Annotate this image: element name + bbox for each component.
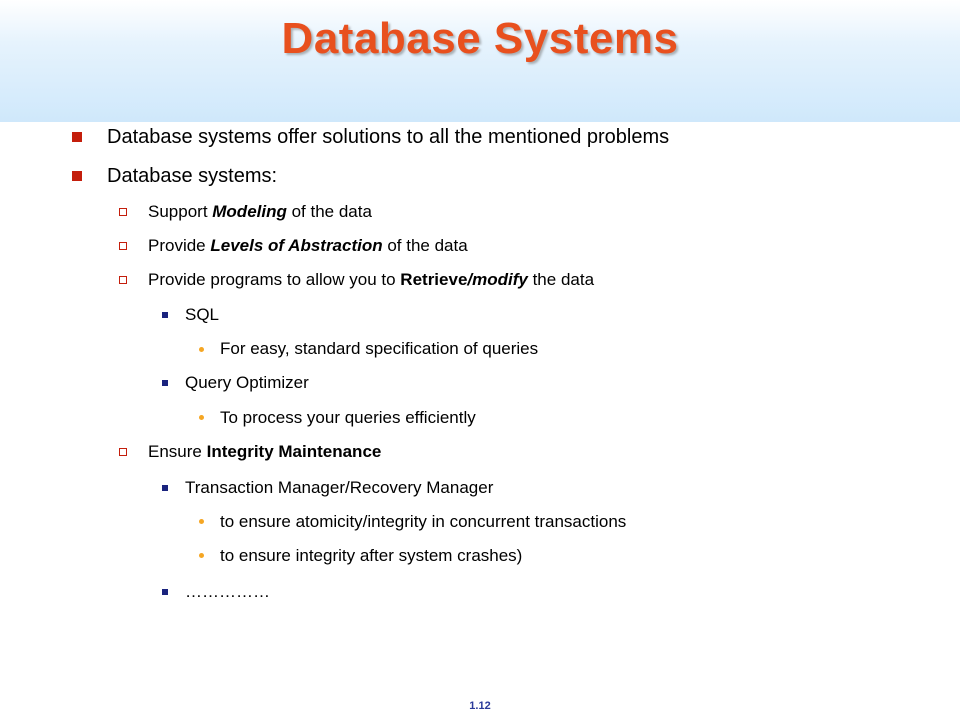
dot-bullet-icon: [199, 553, 204, 558]
navy-square-bullet-icon: [162, 589, 168, 595]
dot-bullet-icon: [199, 519, 204, 524]
text-levels-of-abstraction: Levels of Abstraction: [210, 236, 383, 255]
dot-bullet-icon: [199, 347, 204, 352]
navy-square-bullet-icon: [162, 312, 168, 318]
text-modify: /modify: [467, 270, 528, 289]
square-bullet-icon: [72, 171, 82, 181]
text-modeling: Modeling: [212, 202, 287, 221]
text-of-the-data: of the data: [382, 236, 468, 255]
bullet-database-systems: Database systems:: [107, 165, 278, 187]
hollow-square-bullet-icon: [119, 276, 127, 284]
bullet-solutions: Database systems offer solutions to all the mentioned problems: [107, 126, 670, 148]
bullet-transaction-manager: Transaction Manager/Recovery Manager: [185, 478, 494, 497]
text-integrity-maintenance: Integrity Maintenance: [206, 442, 382, 461]
bullet-ellipsis: ……………: [185, 582, 270, 601]
text-ensure: Ensure: [148, 442, 207, 461]
square-bullet-icon: [72, 132, 82, 142]
bullet-integrity: [148, 442, 381, 462]
bullet-system-crashes: to ensure integrity after system crashes): [220, 546, 523, 565]
slide-title: Database Systems: [281, 14, 679, 63]
hollow-square-bullet-icon: [119, 208, 127, 216]
bullet-query-optimizer: Query Optimizer: [185, 373, 309, 392]
navy-square-bullet-icon: [162, 485, 168, 491]
hollow-square-bullet-icon: [119, 242, 127, 250]
dot-bullet-icon: [199, 415, 204, 420]
navy-square-bullet-icon: [162, 380, 168, 386]
bullet-retrieve-modify: [148, 270, 594, 290]
bullet-sql-spec: For easy, standard specification of queries: [220, 339, 539, 358]
bullet-sql: SQL: [185, 305, 220, 324]
bullet-abstraction: [148, 236, 468, 256]
text-retrieve: Retrieve: [400, 270, 468, 289]
page-number: 1.12: [469, 700, 491, 712]
text-of-the-data: of the data: [286, 202, 372, 221]
bullet-process-queries: To process your queries efficiently: [220, 408, 476, 427]
text-the-data: the data: [527, 270, 595, 289]
bullet-modeling: [148, 202, 372, 222]
text-provide: Provide: [148, 236, 211, 255]
hollow-square-bullet-icon: [119, 448, 127, 456]
text-support: Support: [148, 202, 213, 221]
bullet-atomicity: to ensure atomicity/integrity in concurrent transactions: [220, 512, 627, 531]
text-provide-programs: Provide programs to allow you to: [148, 270, 401, 289]
